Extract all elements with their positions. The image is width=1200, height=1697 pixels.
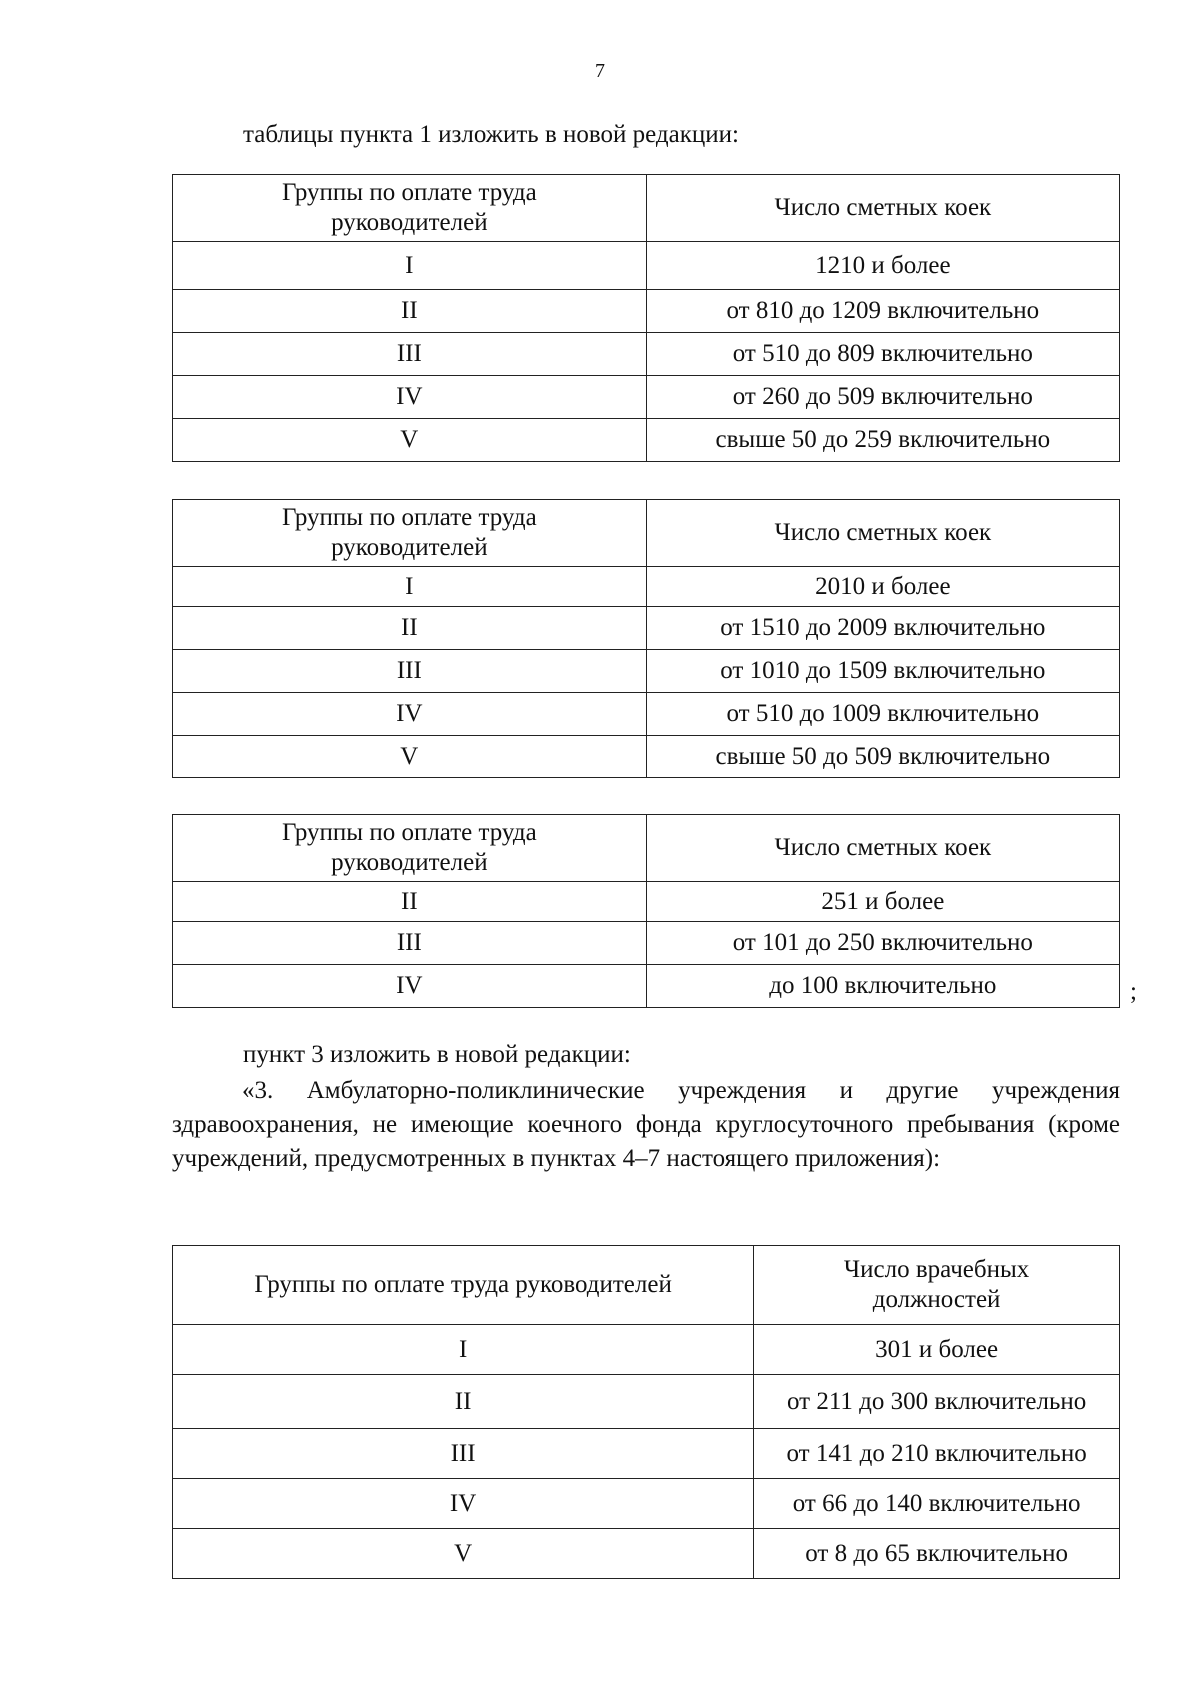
table-cell: от 211 до 300 включительно xyxy=(754,1375,1120,1429)
table-cell: от 101 до 250 включительно xyxy=(646,922,1119,965)
table-cell: I xyxy=(173,567,647,607)
table-header: Группы по оплате труда руководителей xyxy=(173,815,647,882)
table-cell: II xyxy=(173,607,647,650)
table-cell: свыше 50 до 509 включительно xyxy=(646,736,1119,778)
table-cell: до 100 включительно xyxy=(646,965,1119,1008)
table-cell: свыше 50 до 259 включительно xyxy=(646,419,1119,462)
table-header: Группы по оплате труда руководителей xyxy=(173,1246,754,1325)
table-cell: II xyxy=(173,1375,754,1429)
table-cell: от 510 до 1009 включительно xyxy=(646,693,1119,736)
table-cell: 2010 и более xyxy=(646,567,1119,607)
table-2 xyxy=(172,499,1120,778)
page-number: 7 xyxy=(595,60,605,82)
table-header: Число сметных коек xyxy=(646,175,1119,242)
table-cell: от 510 до 809 включительно xyxy=(646,333,1119,376)
table-cell: I xyxy=(173,242,647,290)
table-cell: от 260 до 509 включительно xyxy=(646,376,1119,419)
table-cell: от 66 до 140 включительно xyxy=(754,1479,1120,1529)
intro-text: таблицы пункта 1 изложить в новой редакции: xyxy=(243,121,739,148)
table-cell: от 8 до 65 включительно xyxy=(754,1529,1120,1579)
table-cell: III xyxy=(173,1429,754,1479)
table-cell: IV xyxy=(173,1479,754,1529)
table-cell: I xyxy=(173,1325,754,1375)
table-cell: V xyxy=(173,736,647,778)
table-1 xyxy=(172,174,1120,462)
table-cell: IV xyxy=(173,965,647,1008)
table-cell: 251 и более xyxy=(646,882,1119,922)
table-cell: от 1510 до 2009 включительно xyxy=(646,607,1119,650)
table-cell: III xyxy=(173,922,647,965)
table-cell: IV xyxy=(173,376,647,419)
table-cell: 1210 и более xyxy=(646,242,1119,290)
table-cell: от 810 до 1209 включительно xyxy=(646,290,1119,333)
point3-text: «3. Амбулаторно-поликлинические учреждения и другие учреждения здравоохранения, не имеющие коечного фонда круглосуточного пребывания (кроме учреждений, предусмотренных в пунктах 4–7 настоящего приложения): xyxy=(172,1077,1120,1172)
table-cell: 301 и более xyxy=(754,1325,1120,1375)
table-header: Группы по оплате труда руководителей xyxy=(173,500,647,567)
semicolon: ; xyxy=(1130,978,1137,1005)
table-cell: II xyxy=(173,290,647,333)
table-header: Число сметных коек xyxy=(646,815,1119,882)
table-cell: от 141 до 210 включительно xyxy=(754,1429,1120,1479)
table-cell: III xyxy=(173,333,647,376)
table-cell: V xyxy=(173,1529,754,1579)
table-cell: от 1010 до 1509 включительно xyxy=(646,650,1119,693)
table-cell: V xyxy=(173,419,647,462)
table-cell: III xyxy=(173,650,647,693)
table-cell: II xyxy=(173,882,647,922)
table-3 xyxy=(172,814,1120,1008)
table-cell: IV xyxy=(173,693,647,736)
table-4 xyxy=(172,1245,1120,1579)
table-header: Число сметных коек xyxy=(646,500,1119,567)
table-header: Группы по оплате труда руководителей xyxy=(173,175,647,242)
table-header: Число врачебных должностей xyxy=(754,1246,1120,1325)
point3-intro: пункт 3 изложить в новой редакции: xyxy=(243,1041,631,1068)
